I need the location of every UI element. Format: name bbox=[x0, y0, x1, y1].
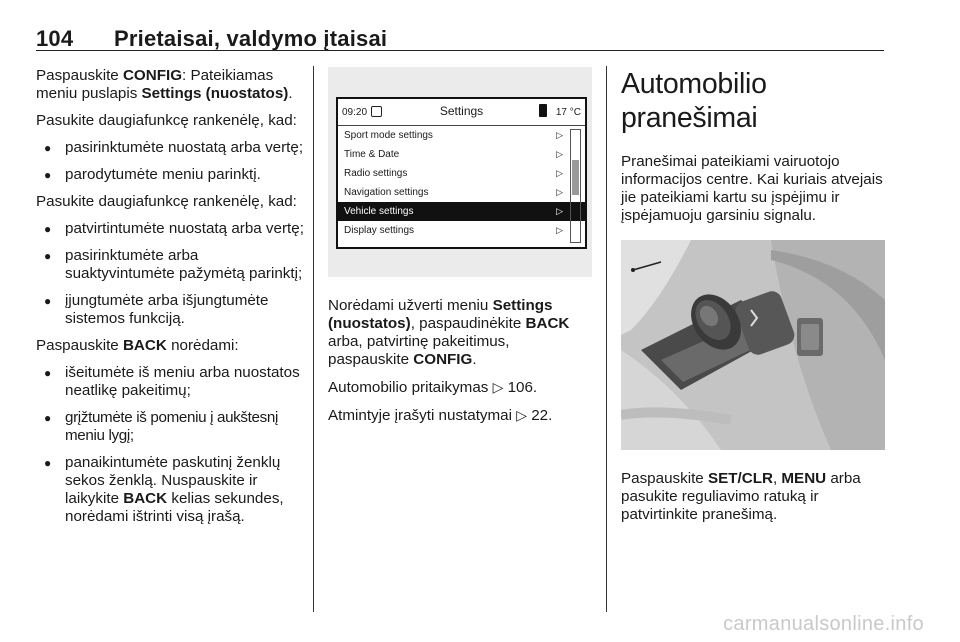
list-item: ● panaikintumėte paskutinį ženklų sekos ženklą. Nuspauskite ir laikykite BACK kelias sekundes, norėdami ištrinti visą įrašą. bbox=[36, 454, 306, 526]
screen-menu-item-label: Sport mode settings bbox=[344, 130, 433, 141]
list-item: ● išeitumėte iš meniu arba nuostatos neatlikę pakeitimų; bbox=[36, 364, 306, 400]
chapter-title: Prietaisai, valdymo įtaisai bbox=[114, 26, 388, 51]
column-right bbox=[621, 67, 886, 533]
list-item: ● pasirinktumėte nuostatą arba vertę; bbox=[36, 139, 306, 157]
page-number: 104 bbox=[36, 26, 74, 51]
chevron-right-icon: ▷ bbox=[556, 130, 563, 140]
column-divider-1 bbox=[313, 66, 314, 612]
screen-scrollbar bbox=[570, 129, 581, 243]
page-header bbox=[36, 26, 387, 52]
paragraph-ref-22: Atmintyje įrašyti nustatymai ▷ 22. bbox=[328, 407, 553, 424]
paragraph-confirm-message: Paspauskite SET/CLR, MENU arba pasukite reguliavimo ratuką ir patvirtinkite pranešimą. bbox=[621, 470, 861, 523]
paragraph-back: Paspauskite BACK norėdami: bbox=[36, 337, 239, 354]
bullet-list-3 bbox=[36, 364, 306, 526]
paragraph-turn-knob-2: Pasukite daugiafunkcę rankenėlę, kad: bbox=[36, 193, 297, 210]
stalk-photo bbox=[621, 240, 885, 450]
screen-time: 09:20 bbox=[342, 107, 368, 118]
paragraph-messages: Pranešimai pateikiami vairuotojo informacijos centre. Kai kuriais atvejais jie pateikiami kartu su įspėjimu ir įspėjamuoju garsiniu signalu. bbox=[621, 153, 883, 224]
bullet-list-1 bbox=[36, 139, 306, 184]
paragraph-config: Paspauskite CONFIG: Pateikiamas meniu puslapis Settings (nuostatos). bbox=[36, 67, 293, 102]
watermark: carmanualsonline.info bbox=[723, 613, 924, 635]
settings-screen-figure bbox=[328, 67, 592, 277]
screen-menu-item-label: Navigation settings bbox=[344, 187, 429, 198]
screen-menu-item-label: Radio settings bbox=[344, 168, 408, 179]
chevron-right-icon: ▷ bbox=[556, 187, 563, 197]
page-ref-icon: ▷ bbox=[516, 407, 527, 423]
screen-menu-list bbox=[338, 126, 585, 240]
chevron-right-icon: ▷ bbox=[556, 149, 563, 159]
screen-header bbox=[338, 99, 585, 126]
paragraph-close-menu: Norėdami užverti meniu Settings (nuostatos), paspaudinėkite BACK arba, patvirtinę pakeitimus, paspauskite CONFIG. bbox=[328, 297, 570, 368]
header-rule bbox=[36, 50, 884, 51]
screen-menu-item[interactable] bbox=[338, 221, 585, 240]
column-middle bbox=[328, 67, 592, 434]
paragraph-ref-106: Automobilio pritaikymas ▷ 106. bbox=[328, 379, 538, 396]
column-left bbox=[36, 67, 306, 535]
scrollbar-thumb bbox=[572, 160, 579, 195]
screen-menu-item[interactable] bbox=[338, 202, 585, 221]
screen-menu-item[interactable] bbox=[338, 164, 585, 183]
screen-temperature: 17 °C bbox=[555, 107, 581, 118]
screen-title: Settings bbox=[439, 104, 484, 118]
settings-screen bbox=[336, 97, 587, 249]
list-item: ● pasirinktumėte arba suaktyvintumėte pažymėtą parinktį; bbox=[36, 247, 306, 283]
paragraph-turn-knob: Pasukite daugiafunkcę rankenėlę, kad: bbox=[36, 112, 297, 129]
screen-menu-item-label: Time & Date bbox=[344, 149, 400, 160]
page-ref-icon: ▷ bbox=[492, 379, 504, 395]
screen-menu-item[interactable] bbox=[338, 183, 585, 202]
screen-menu-item-label: Vehicle settings bbox=[344, 206, 414, 217]
list-item: ● grįžtumėte iš pomeniu į aukštesnį meniu lygį; bbox=[36, 409, 306, 445]
column-divider-2 bbox=[606, 66, 607, 612]
list-item: ● parodytumėte meniu parinktį. bbox=[36, 166, 306, 184]
chevron-right-icon: ▷ bbox=[556, 206, 563, 216]
phone-icon bbox=[539, 104, 547, 117]
section-heading: Automobilio pranešimai bbox=[621, 68, 767, 134]
bullet-list-2 bbox=[36, 220, 306, 328]
chevron-right-icon: ▷ bbox=[556, 168, 563, 178]
list-item: ● įjungtumėte arba išjungtumėte sistemos funkciją. bbox=[36, 292, 306, 328]
list-item: ● patvirtintumėte nuostatą arba vertę; bbox=[36, 220, 306, 238]
screen-menu-item[interactable] bbox=[338, 145, 585, 164]
screen-menu-item-label: Display settings bbox=[344, 225, 415, 236]
screen-menu-item[interactable] bbox=[338, 126, 585, 145]
turn-signal-stalk-illustration bbox=[621, 240, 885, 450]
chevron-right-icon: ▷ bbox=[556, 225, 563, 235]
